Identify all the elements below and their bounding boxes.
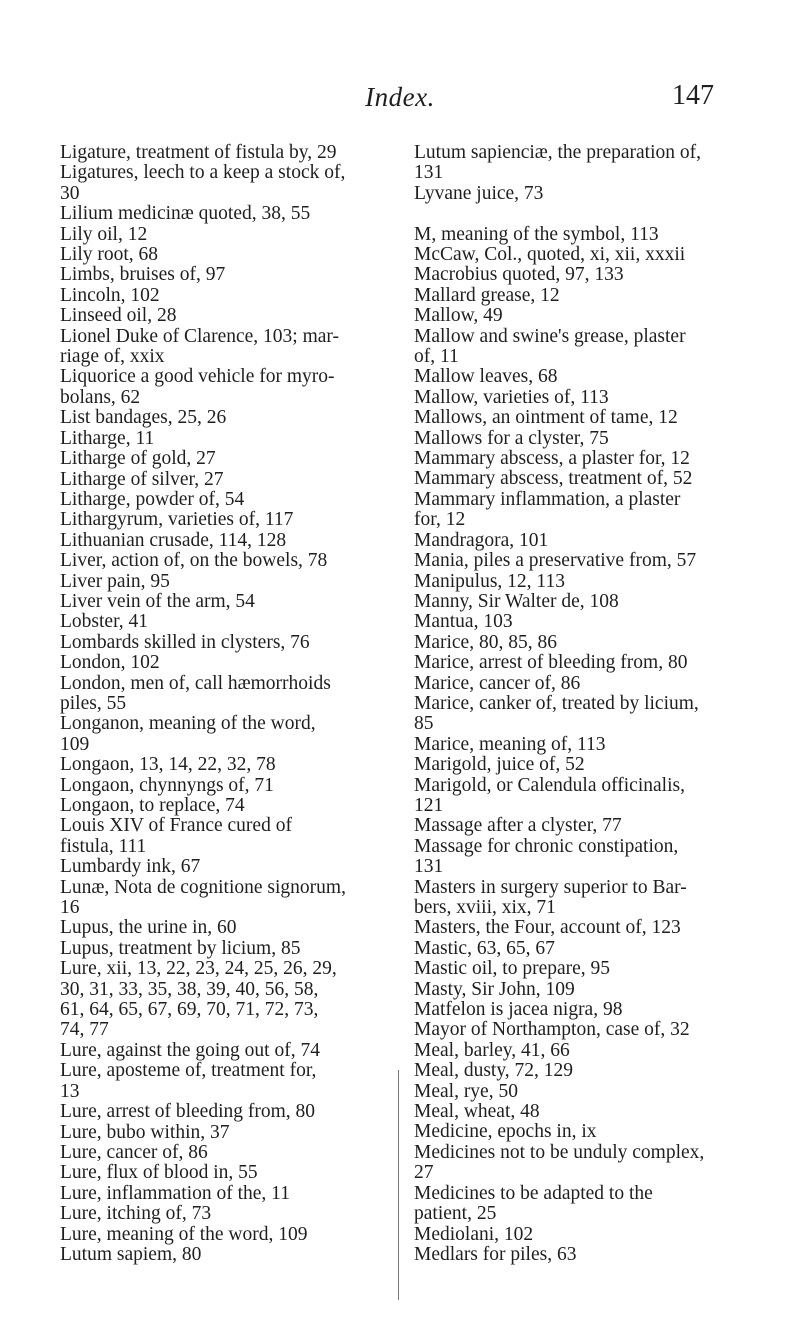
index-entry-line: Longaon, to replace, 74 (60, 795, 245, 816)
index-entry-line: Ligatures, leech to a keep a stock of, (60, 162, 346, 184)
index-entry (414, 408, 744, 428)
index-entry (414, 286, 744, 306)
index-entry-line: Lily root, 68 (60, 244, 159, 266)
index-entry-line: Lithargyrum, varieties of, 117 (60, 509, 294, 531)
index-entry-line: Lincoln, 102 (60, 284, 160, 306)
index-entry (414, 653, 744, 673)
index-entry-line: Lure, xii, 13, 22, 23, 24, 25, 26, 29, (60, 958, 337, 980)
index-entry-line: Marice, canker of, treated by licium, (414, 692, 699, 714)
index-entry (60, 776, 390, 796)
index-entry (414, 1082, 744, 1102)
index-entry-line: Macrobius quoted, 97, 133 (414, 264, 624, 286)
index-entry (414, 327, 744, 368)
index-entry-line: Mania, piles a preservative from, 57 (414, 550, 697, 572)
index-entry (414, 1143, 744, 1184)
index-entry-line: Matfelon is jacea nigra, 98 (414, 999, 623, 1021)
page-number: 147 (672, 80, 714, 111)
index-entry-line: Medicines to be adapted to the (414, 1182, 653, 1204)
index-entry-line: Lilium medicinæ quoted, 38, 55 (60, 203, 311, 225)
index-entry-line: Lure, flux of blood in, 55 (60, 1162, 258, 1184)
index-entry (414, 490, 744, 531)
index-entry-line: Lure, cancer of, 86 (60, 1141, 208, 1163)
index-entry (414, 1225, 744, 1245)
index-entry-line: 61, 64, 65, 67, 69, 70, 71, 72, 73, (60, 999, 319, 1021)
index-entry (60, 857, 390, 877)
index-entry (60, 510, 390, 530)
index-entry-line: Marigold, or Calendula officinalis, (414, 774, 685, 796)
index-entry (60, 816, 390, 857)
index-entry (414, 959, 744, 979)
index-entry (414, 531, 744, 551)
index-entry-line: bers, xviii, xix, 71 (414, 897, 556, 919)
index-entry (414, 551, 744, 571)
index-entry-line: Litharge, 11 (60, 427, 155, 449)
index-entry (60, 531, 390, 551)
index-entry (60, 1163, 390, 1183)
index-entry-line: 121 (414, 794, 444, 816)
index-entry-line: McCaw, Col., quoted, xi, xii, xxxii (414, 244, 686, 266)
index-entry-line: fistula, 111 (60, 835, 147, 857)
index-entry (60, 143, 390, 163)
index-entry (60, 1041, 390, 1061)
index-entry (414, 633, 744, 653)
index-entry-line: 109 (60, 733, 90, 755)
index-entry-line: Mayor of Northampton, case of, 32 (414, 1019, 690, 1041)
index-entry-line: riage of, xxix (60, 346, 165, 368)
index-entry-line: 131 (414, 162, 444, 184)
index-entry (414, 1000, 744, 1020)
index-entry-line: Mastic oil, to prepare, 95 (414, 958, 611, 980)
index-entry-line: Mandragora, 101 (414, 529, 549, 551)
index-entry-line: Marice, arrest of bleeding from, 80 (414, 652, 688, 674)
index-entry-line: Marigold, juice of, 52 (414, 754, 585, 776)
index-entry (60, 367, 390, 408)
index-entry-line: Longaon, chynnyngs of, 71 (60, 774, 274, 796)
index-entry-line: piles, 55 (60, 692, 127, 714)
index-entry-line: Masters, the Four, account of, 123 (414, 917, 681, 939)
index-entry (414, 1020, 744, 1040)
index-entry (60, 592, 390, 612)
index-entry (414, 918, 744, 938)
index-entry-line: Masters in surgery superior to Bar- (414, 876, 687, 898)
index-entry-line: Mammary abscess, treatment of, 52 (414, 468, 693, 490)
index-entry-line: Mallard grease, 12 (414, 284, 560, 306)
index-entry-line: Lyvane juice, 73 (414, 182, 544, 204)
index-entry-line: Lithuanian crusade, 114, 128 (60, 529, 287, 551)
index-entry-line: 27 (414, 1162, 434, 1184)
index-entry-line: Litharge of gold, 27 (60, 448, 216, 470)
index-entry-line: 16 (60, 897, 80, 919)
index-entry (414, 939, 744, 959)
index-entry-line: Lupus, the urine in, 60 (60, 917, 237, 939)
index-entry-line: Ligature, treatment of fistula by, 29 (60, 142, 337, 163)
index-entry (60, 612, 390, 632)
index-entry-line: 30 (60, 182, 80, 204)
index-entry (60, 918, 390, 938)
index-entry-line: Longaon, 13, 14, 22, 32, 78 (60, 754, 276, 776)
index-entry-line: Liquorice a good vehicle for myro- (60, 366, 335, 388)
index-entry (60, 755, 390, 775)
index-entry-line: Lupus, treatment by licium, 85 (60, 937, 301, 959)
index-entry-line: Manipulus, 12, 113 (414, 570, 565, 592)
index-entry (60, 470, 390, 490)
index-entry-line: Marice, 80, 85, 86 (414, 631, 557, 653)
index-entry (414, 816, 744, 836)
index-entry-line: for, 12 (414, 509, 466, 531)
index-entry-line: Medicines not to be unduly complex, (414, 1141, 705, 1163)
index-entry (414, 184, 744, 204)
index-entry-line: 13 (60, 1080, 80, 1102)
index-entry (60, 633, 390, 653)
index-entry (414, 1061, 744, 1081)
index-entry-line: bolans, 62 (60, 386, 141, 408)
index-entry-line: Mallows, an ointment of tame, 12 (414, 407, 678, 429)
index-entry (60, 796, 390, 816)
index-entry-line: Lure, bubo within, 37 (60, 1121, 230, 1143)
index-entry-line: Lure, aposteme of, treatment for, (60, 1060, 317, 1082)
index-entry (60, 1143, 390, 1163)
index-entry-line: 85 (414, 713, 434, 735)
index-entry (414, 143, 744, 184)
index-entry (414, 694, 744, 735)
index-entry-line: Louis XIV of France cured of (60, 815, 292, 837)
index-entry-line: Lutum sapienciæ, the preparation of, (414, 142, 701, 163)
index-entry (414, 245, 744, 265)
index-entry-line: Linseed oil, 28 (60, 305, 177, 327)
index-entry (60, 1204, 390, 1224)
index-entry-line: Meal, dusty, 72, 129 (414, 1060, 574, 1082)
index-entry (60, 265, 390, 285)
index-entry-line: Mediolani, 102 (414, 1223, 534, 1245)
index-entry-line: Lure, itching of, 73 (60, 1203, 212, 1225)
index-entry (60, 959, 390, 1041)
index-entry (414, 469, 744, 489)
index-entry (414, 572, 744, 592)
index-entry-line: 30, 31, 33, 35, 38, 39, 40, 56, 58, (60, 978, 319, 1000)
column-divider (398, 1070, 399, 1300)
index-entry (60, 449, 390, 469)
index-entry (60, 551, 390, 571)
index-entry (414, 449, 744, 469)
index-entry-line: Mallow, 49 (414, 305, 503, 327)
index-entry-line: Meal, barley, 41, 66 (414, 1039, 570, 1061)
index-entry (60, 306, 390, 326)
index-entry-line: Lure, inflammation of the, 11 (60, 1182, 290, 1204)
index-entry (60, 572, 390, 592)
index-entry-line: Lionel Duke of Clarence, 103; mar- (60, 325, 340, 347)
index-entry-line: Liver vein of the arm, 54 (60, 590, 255, 612)
index-entry (414, 388, 744, 408)
index-entry (60, 225, 390, 245)
index-entry-line: Longanon, meaning of the word, (60, 713, 316, 735)
index-entry (60, 490, 390, 510)
index-entry-line: Medlars for piles, 63 (414, 1243, 577, 1265)
index-entry (60, 429, 390, 449)
index-entry-line: Massage after a clyster, 77 (414, 815, 622, 837)
index-entry-line: Mantua, 103 (414, 611, 513, 633)
index-entry-line: Mallow leaves, 68 (414, 366, 558, 388)
index-entry (60, 327, 390, 368)
index-column-left (60, 143, 390, 1265)
index-entry (60, 408, 390, 428)
index-entry (60, 1225, 390, 1245)
index-entry (414, 755, 744, 775)
index-entry-line: patient, 25 (414, 1203, 497, 1225)
index-entry-line: Marice, cancer of, 86 (414, 672, 581, 694)
index-entry-line: Lure, against the going out of, 74 (60, 1039, 320, 1061)
index-entry-line: 131 (414, 856, 444, 878)
index-entry (414, 735, 744, 755)
index-entry (414, 1041, 744, 1061)
index-entry (414, 265, 744, 285)
index-entry-line: Lobster, 41 (60, 611, 149, 633)
index-entry-line: London, 102 (60, 652, 160, 674)
index-entry-line: Mammary inflammation, a plaster (414, 488, 681, 510)
index-entry-line: Lily oil, 12 (60, 223, 148, 245)
index-entry-line: Mallow, varieties of, 113 (414, 386, 609, 408)
index-entry-line: Masty, Sir John, 109 (414, 978, 575, 1000)
index-entry-line: 74, 77 (60, 1019, 109, 1041)
index-entry (414, 878, 744, 919)
index-entry (414, 1184, 744, 1225)
index-entry-line: Massage for chronic constipation, (414, 835, 679, 857)
index-entry (60, 1245, 390, 1265)
index-entry-line: Lombards skilled in clysters, 76 (60, 631, 310, 653)
index-entry-line: List bandages, 25, 26 (60, 407, 227, 429)
index-entry-line: Mastic, 63, 65, 67 (414, 937, 555, 959)
index-entry (60, 878, 390, 919)
index-entry-line: Lure, meaning of the word, 109 (60, 1223, 308, 1245)
index-entry (414, 674, 744, 694)
running-title: Index. (365, 82, 435, 112)
letter-section-gap (414, 204, 744, 224)
index-entry-line: Mallow and swine's grease, plaster (414, 325, 686, 347)
index-entry-line: of, 11 (414, 346, 459, 368)
index-entry-line: Medicine, epochs in, ix (414, 1121, 597, 1143)
index-entry-line: Liver, action of, on the bowels, 78 (60, 550, 328, 572)
index-entry (60, 939, 390, 959)
index-entry-line: Liver pain, 95 (60, 570, 170, 592)
index-entry-line: Meal, rye, 50 (414, 1080, 518, 1102)
index-entry (414, 1122, 744, 1142)
index-entry (60, 1123, 390, 1143)
index-entry-line: Manny, Sir Walter de, 108 (414, 590, 619, 612)
index-entry-line: M, meaning of the symbol, 113 (414, 223, 659, 245)
index-entry (414, 980, 744, 1000)
index-entry (414, 592, 744, 612)
index-entry (60, 163, 390, 204)
index-entry-line: Lumbardy ink, 67 (60, 856, 201, 878)
index-entry-line: Marice, meaning of, 113 (414, 733, 606, 755)
index-entry (60, 674, 390, 715)
index-entry (60, 714, 390, 755)
index-entry (60, 1061, 390, 1102)
index-entry-line: Litharge, powder of, 54 (60, 488, 245, 510)
index-entry (414, 776, 744, 817)
index-entry-line: London, men of, call hæmorrhoids (60, 672, 331, 694)
index-entry (60, 204, 390, 224)
index-entry-line: Mallows for a clyster, 75 (414, 427, 609, 449)
index-entry (414, 225, 744, 245)
index-entry (414, 367, 744, 387)
index-entry-line: Litharge of silver, 27 (60, 468, 224, 490)
index-entry-line: Limbs, bruises of, 97 (60, 264, 226, 286)
index-entry (414, 306, 744, 326)
index-entry (60, 286, 390, 306)
index-entry-line: Mammary abscess, a plaster for, 12 (414, 448, 690, 470)
index-entry-line: Meal, wheat, 48 (414, 1101, 540, 1123)
index-column-right (414, 143, 744, 1265)
index-entry (414, 837, 744, 878)
index-entry (60, 1102, 390, 1122)
index-entry (414, 1102, 744, 1122)
index-entry (414, 1245, 744, 1265)
index-entry (60, 653, 390, 673)
index-entry (60, 1184, 390, 1204)
index-entry (414, 612, 744, 632)
index-entry (414, 429, 744, 449)
index-entry-line: Lunæ, Nota de cognitione signorum, (60, 876, 346, 898)
index-entry-line: Lure, arrest of bleeding from, 80 (60, 1101, 316, 1123)
index-entry-line: Lutum sapiem, 80 (60, 1243, 202, 1265)
index-entry (60, 245, 390, 265)
